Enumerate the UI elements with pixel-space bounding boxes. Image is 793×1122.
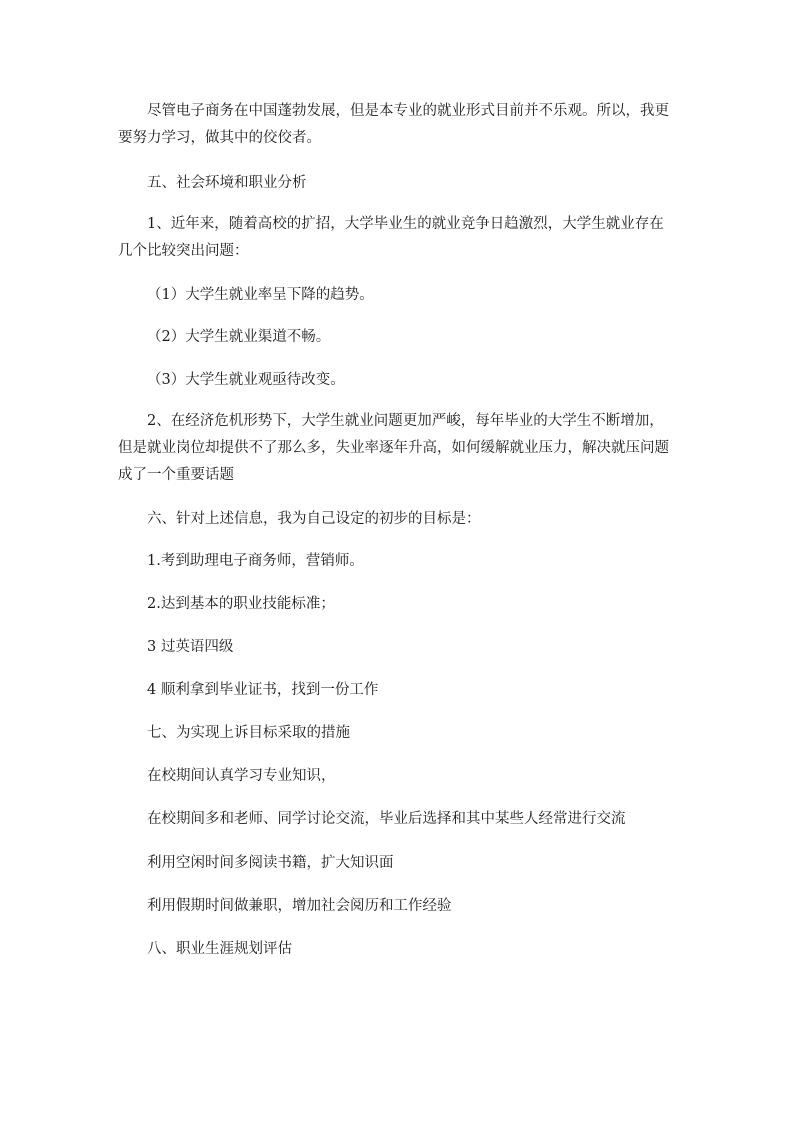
paragraph-point-1: 1、近年来，随着高校的扩招，大学毕业生的就业竞争日趋激烈，大学生就业存在几个比较突出问题： xyxy=(118,216,664,259)
list-item-2: （2）大学生就业渠道不畅。 xyxy=(147,329,331,345)
heading-section-8: 八、职业生涯规划评估 xyxy=(147,941,292,957)
goal-item-2: 2.达到基本的职业技能标准； xyxy=(147,596,335,612)
goal-item-1: 1.考到助理电子商务师，营销师。 xyxy=(147,553,364,569)
goal-item-3: 3 过英语四级 xyxy=(147,639,234,655)
heading-section-6: 六、针对上述信息，我为自己设定的初步的目标是： xyxy=(147,511,481,527)
paragraph-point-2: 2、在经济危机形势下，大学生就业问题更加严峻，每年毕业的大学生不断增加，但是就业岗位却提供不了那么多，失业率逐年升高，如何缓解就业压力，解决就压问题成了一个重要话题 xyxy=(118,413,669,483)
paragraph-intro: 尽管电子商务在中国蓬勃发展，但是本专业的就业形式目前并不乐观。所以，我更要努力学习，做其中的佼佼者。 xyxy=(118,103,669,146)
measure-item-1: 在校期间认真学习专业知识， xyxy=(147,768,336,784)
measure-item-3: 利用空闲时间多阅读书籍，扩大知识面 xyxy=(147,855,394,871)
list-item-1: （1）大学生就业率呈下降的趋势。 xyxy=(147,287,374,303)
heading-section-7: 七、为实现上诉目标采取的措施 xyxy=(147,725,350,741)
measure-item-2: 在校期间多和老师、同学讨论交流，毕业后选择和其中某些人经常进行交流 xyxy=(147,811,626,827)
heading-section-5: 五、社会环境和职业分析 xyxy=(147,175,307,191)
goal-item-4: 4 顺利拿到毕业证书，找到一份工作 xyxy=(147,682,379,698)
list-item-3: （3）大学生就业观亟待改变。 xyxy=(147,372,345,388)
measure-item-4: 利用假期时间做兼职，增加社会阅历和工作经验 xyxy=(147,898,452,914)
